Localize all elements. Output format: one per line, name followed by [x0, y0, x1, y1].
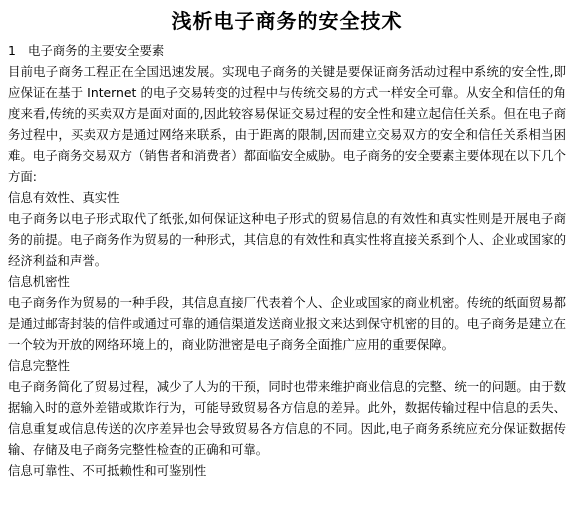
section-heading-text: 电子商务的主要安全要素: [28, 43, 165, 58]
paragraph-integrity: 电子商务简化了贸易过程，减少了人为的干预，同时也带来维护商业信息的完整、统一的问题。由于数据输入时的意外差错或欺诈行为，可能导致贸易各方信息的差异。此外，数据传输过程中信息的丢失、信息重复或信息传送的次序差异也会导致贸易各方信息的不同。因此,电子商务系统应充分保证数据传输、存储及电子商务完整性检查的正确和可靠。: [8, 379, 566, 457]
paragraph-validity: 电子商务以电子形式取代了纸张,如何保证这种电子形式的贸易信息的有效性和真实性则是开展电子商务的前提。电子商务作为贸易的一种形式，其信息的有效性和真实性将直接关系到个人、企业或国家的经济利益和声誉。: [8, 211, 566, 268]
section-number: 1: [8, 43, 16, 58]
subheading-confidentiality: 信息机密性: [8, 274, 70, 289]
paragraph-confidentiality: 电子商务作为贸易的一种手段，其信息直接厂代表着个人、企业或国家的商业机密。传统的纸面贸易都是通过邮寄封装的信件或通过可靠的通信渠道发送商业报文来达到保守机密的目的。电子商务是建立在一个较为开放的网络环境上的，商业防泄密是电子商务全面推广应用的重要保障。: [8, 295, 566, 352]
document-title: 浅析电子商务的安全技术: [171, 9, 403, 33]
subheading-reliability: 信息可靠性、不可抵赖性和可鉴别性: [8, 463, 207, 478]
section-heading: [8, 40, 566, 61]
section-intro-paragraph: 目前电子商务工程正在全国迅速发展。实现电子商务的关键是要保证商务活动过程中系统的安全性,即应保证在基于 Internet 的电子交易转变的过程中与传统交易的方式一样安全可靠。从安全和信任的角度来看,传统的买卖双方是面对面的,因此较容易保证交易过程的安全性和建立起信任关系。但在电子商务过程中，买卖双方是通过网络来联系，由于距离的限制,因而建立交易双方的安全和信任关系相当困难。电子商务交易双方（销售者和消费者）都面临安全威胁。电子商务的安全要素主要体现在以下几个方面:: [8, 64, 566, 184]
subheading-validity: 信息有效性、真实性: [8, 190, 120, 205]
subheading-integrity: 信息完整性: [8, 358, 70, 373]
